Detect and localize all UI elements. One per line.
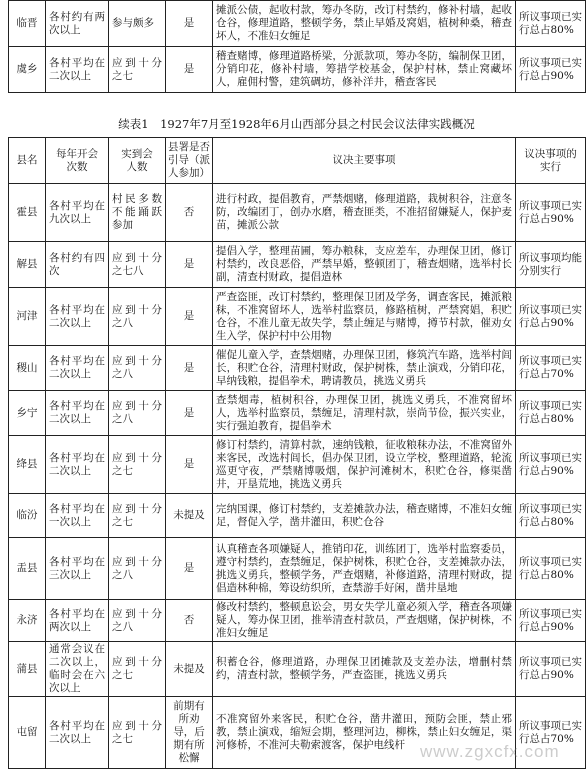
attendance-cell: 应到十分之八 [109, 346, 166, 391]
county-guidance-cell: 是 [166, 288, 213, 346]
county-cell: 河津 [9, 288, 46, 346]
table-row [9, 697, 586, 769]
meeting-count-cell: 各村平均在二次以上 [46, 288, 109, 346]
meeting-count-cell: 通常会议在二次以上，临时会在六次以上 [46, 642, 109, 697]
attendance-cell: 应到十分之七 [109, 494, 166, 538]
table-row [9, 538, 586, 600]
implementation-cell: 所议事项已实行总占90% [516, 184, 586, 242]
county-guidance-cell: 是 [166, 242, 213, 288]
resolved-matters-cell: 积蓄仓谷，修理道路，办理保卫团摊款及支差办法，增删村禁约，清查村款，整顿学务，严查盗匪，挑选义勇兵 [213, 642, 516, 697]
attendance-cell: 应到十分之七 [109, 436, 166, 494]
county-guidance-cell: 是 [166, 346, 213, 391]
meeting-count-cell: 各村平均在二次以上 [46, 697, 109, 769]
table-row [9, 600, 586, 642]
county-guidance-cell: 是 [166, 1, 213, 47]
county-cell: 临汾 [9, 494, 46, 538]
meeting-count-cell: 各村平均在二次以上 [46, 47, 109, 93]
county-cell: 稷山 [9, 346, 46, 391]
county-guidance-cell: 未提及 [166, 642, 213, 697]
county-guidance-cell: 是 [166, 47, 213, 93]
table-row [9, 642, 586, 697]
header-county-guidance: 县署是否引导（派人参加） [166, 138, 213, 184]
county-cell: 盂县 [9, 538, 46, 600]
attendance-cell: 应到十分之八 [109, 391, 166, 436]
resolved-matters-cell: 修订村禁约，清算村款，速纳钱粮，征收粮秣办法，不准窝留外来客民，改选村闾长，倡办保卫团，设立学校，整理道路，轮流巡更守夜，严禁赌博吸烟，保护河滩树木，积贮仓谷，修渠凿井，开垦荒地，挑选义勇兵 [213, 436, 516, 494]
county-cell: 屯留 [9, 697, 46, 769]
meeting-count-cell: 各村约有两次以上 [46, 1, 109, 47]
attendance-cell: 应到十分之八 [109, 600, 166, 642]
village-meeting-table [8, 137, 586, 769]
header-implementation: 议决事项的实行 [516, 138, 586, 184]
implementation-cell: 所议事项已实行总占90% [516, 642, 586, 697]
meeting-count-cell: 各村平均在九次以上 [46, 184, 109, 242]
table-row [9, 1, 586, 47]
county-cell: 解县 [9, 242, 46, 288]
county-guidance-cell: 是 [166, 391, 213, 436]
county-guidance-cell: 是 [166, 538, 213, 600]
resolved-matters-cell: 修改村禁约，整顿息讼会，男女失学儿童必须入学，稽查各项嫌疑人，筹办保卫团，推举清查村款员，严查烟赌，保护树株，不准妇女缠足 [213, 600, 516, 642]
county-guidance-cell: 未提及 [166, 494, 213, 538]
county-cell: 虞乡 [9, 47, 46, 93]
table-row [9, 346, 586, 391]
table-row [9, 242, 586, 288]
attendance-cell: 应到十分之七八 [109, 242, 166, 288]
implementation-cell: 所议事项已实行总占70% [516, 346, 586, 391]
implementation-cell: 所议事项已实行总占80% [516, 494, 586, 538]
meeting-count-cell: 各村约有四次 [46, 242, 109, 288]
table-row [9, 436, 586, 494]
table-row [9, 47, 586, 93]
implementation-cell: 所议事项已实行总占90% [516, 47, 586, 93]
meeting-count-cell: 各村平均在一次以上 [46, 494, 109, 538]
attendance-cell: 应到十分之七 [109, 642, 166, 697]
resolved-matters-cell: 提倡入学，整理苗圃，筹办粮秣，支应差车，办理保卫团，修订村禁约，改良恶俗，严禁早婚，整顿团丁，稽查烟赌，选举村长副，清查村财政，提倡造林 [213, 242, 516, 288]
resolved-matters-cell: 摊派公债，起收村款，筹办冬防，改订村禁约，修补村墙，起收仓谷，修理道路，整顿学务，禁止早婚及窝娼，植树种桑，稽查坏人，不准妇女缠足 [213, 1, 516, 47]
attendance-cell: 村民多数不能踊跃参加 [109, 184, 166, 242]
meeting-count-cell: 各村平均在二次以上 [46, 436, 109, 494]
implementation-cell: 所议事项已实行总占80% [516, 1, 586, 47]
header-meeting-count: 每年开会次数 [46, 138, 109, 184]
implementation-cell: 所议事项已实行总占80% [516, 391, 586, 436]
meeting-count-cell: 各村平均在两次以上 [46, 600, 109, 642]
header-resolved-matters: 议决主要事项 [213, 138, 516, 184]
resolved-matters-cell: 不准窝留外来客民，积贮仓谷，凿井灌田，预防会匪，禁止邪教，禁止演戏，缩短会期，整理河边，柳株，禁止妇女缠足，渠河修桥，不准河夫勒索渡客，保护电线杆 [213, 697, 516, 769]
table-row [9, 184, 586, 242]
county-guidance-cell: 前期有所劝导，后期有所松懈 [166, 697, 213, 769]
attendance-cell: 应到十分之八 [109, 538, 166, 600]
resolved-matters-cell: 严查盗匪，改订村禁约，整理保卫团及学务，调查客民，摊派粮秣，不准窝留坏人，选举村监察员，修路植树，严禁窝娼，积贮仓谷，不准儿童无故失学，禁止缠足与赌博，撙节村款，催劝女生入学，保护村中公用物 [213, 288, 516, 346]
county-cell: 霍县 [9, 184, 46, 242]
attendance-cell: 应到十分之七 [109, 697, 166, 769]
header-attendance: 实到会人数 [109, 138, 166, 184]
implementation-cell: 所议事项已实行总占90% [516, 600, 586, 642]
continued-table [8, 0, 586, 93]
table-row [9, 494, 586, 538]
meeting-count-cell: 各村平均在二次以上 [46, 346, 109, 391]
resolved-matters-cell: 完纳国课，修订村禁约，支差摊款办法，稽查赌博，不准妇女缠足，督促入学，凿井灌田，积贮仓谷 [213, 494, 516, 538]
county-guidance-cell: 否 [166, 184, 213, 242]
resolved-matters-cell: 认真稽查各项嫌疑人，推销印花，训练团丁，选举村监察委员，遵守村禁约，查禁缠足，保护树株，积贮仓谷，支差摊款办法，挑选义勇兵，整顿学务，严查烟赌，补修道路，清理村财政，提倡造林种棉，筹设纺织所，查禁游手好闲，凿井垦地 [213, 538, 516, 600]
implementation-cell: 所议事项已实行总占90% [516, 436, 586, 494]
resolved-matters-cell: 催促儿童入学，查禁烟赌，办理保卫团，修筑汽车路，选举村闾长，积贮仓谷，清理村财政，保护树株，禁止演戏，分销印花，早纳钱粮，提倡拳术，聘请教员，挑选义勇兵 [213, 346, 516, 391]
county-cell: 永济 [9, 600, 46, 642]
meeting-count-cell: 各村平均在二次以上 [46, 391, 109, 436]
county-cell: 乡宁 [9, 391, 46, 436]
attendance-cell: 参与颇多 [109, 1, 166, 47]
county-guidance-cell: 是 [166, 436, 213, 494]
resolved-matters-cell: 稽查赌博，修理道路桥梁，分派款项，筹办冬防，编制保卫团，分销印花，修补村墙，筹措学校基金，保护村林，禁止窝藏坏人，雇佣村警，建筑碉坊，修补洋井，稽查客民 [213, 47, 516, 93]
table-row [9, 288, 586, 346]
county-cell: 绛县 [9, 436, 46, 494]
implementation-cell: 所议事项已实行总占90% [516, 288, 586, 346]
attendance-cell: 应到十分之八 [109, 288, 166, 346]
meeting-count-cell: 各村平均在三次以上 [46, 538, 109, 600]
implementation-cell: 所议事项均能分别实行 [516, 242, 586, 288]
resolved-matters-cell: 查禁烟毒，植树积谷，办理保卫团，挑选义勇兵，不准窝留坏人，选举村监察员，禁缠足，清理村款，崇尚节俭，振兴实业，实行强迫教育，提倡拳术 [213, 391, 516, 436]
county-guidance-cell: 否 [166, 600, 213, 642]
attendance-cell: 应到十分之七 [109, 47, 166, 93]
implementation-cell: 所议事项已实行总占70% [516, 697, 586, 769]
table-header-row [9, 138, 586, 184]
header-county: 县名 [9, 138, 46, 184]
table-row [9, 391, 586, 436]
county-cell: 临晋 [9, 1, 46, 47]
site-watermark: www.zgxcfx.com [420, 742, 560, 761]
implementation-cell: 所议事项已实行总占80% [516, 538, 586, 600]
county-cell: 蒲县 [9, 642, 46, 697]
table-caption: 续表1 1927年7月至1928年6月山西部分县之村民会议法律实践概况 [118, 117, 475, 131]
resolved-matters-cell: 进行村政，提倡教育，严禁烟赌，修理道路，栽树积谷，注意冬防，改编团丁，创办水磨，稽查匪类，不准招留嫌疑人，保护麦苗，摊派公款 [213, 184, 516, 242]
